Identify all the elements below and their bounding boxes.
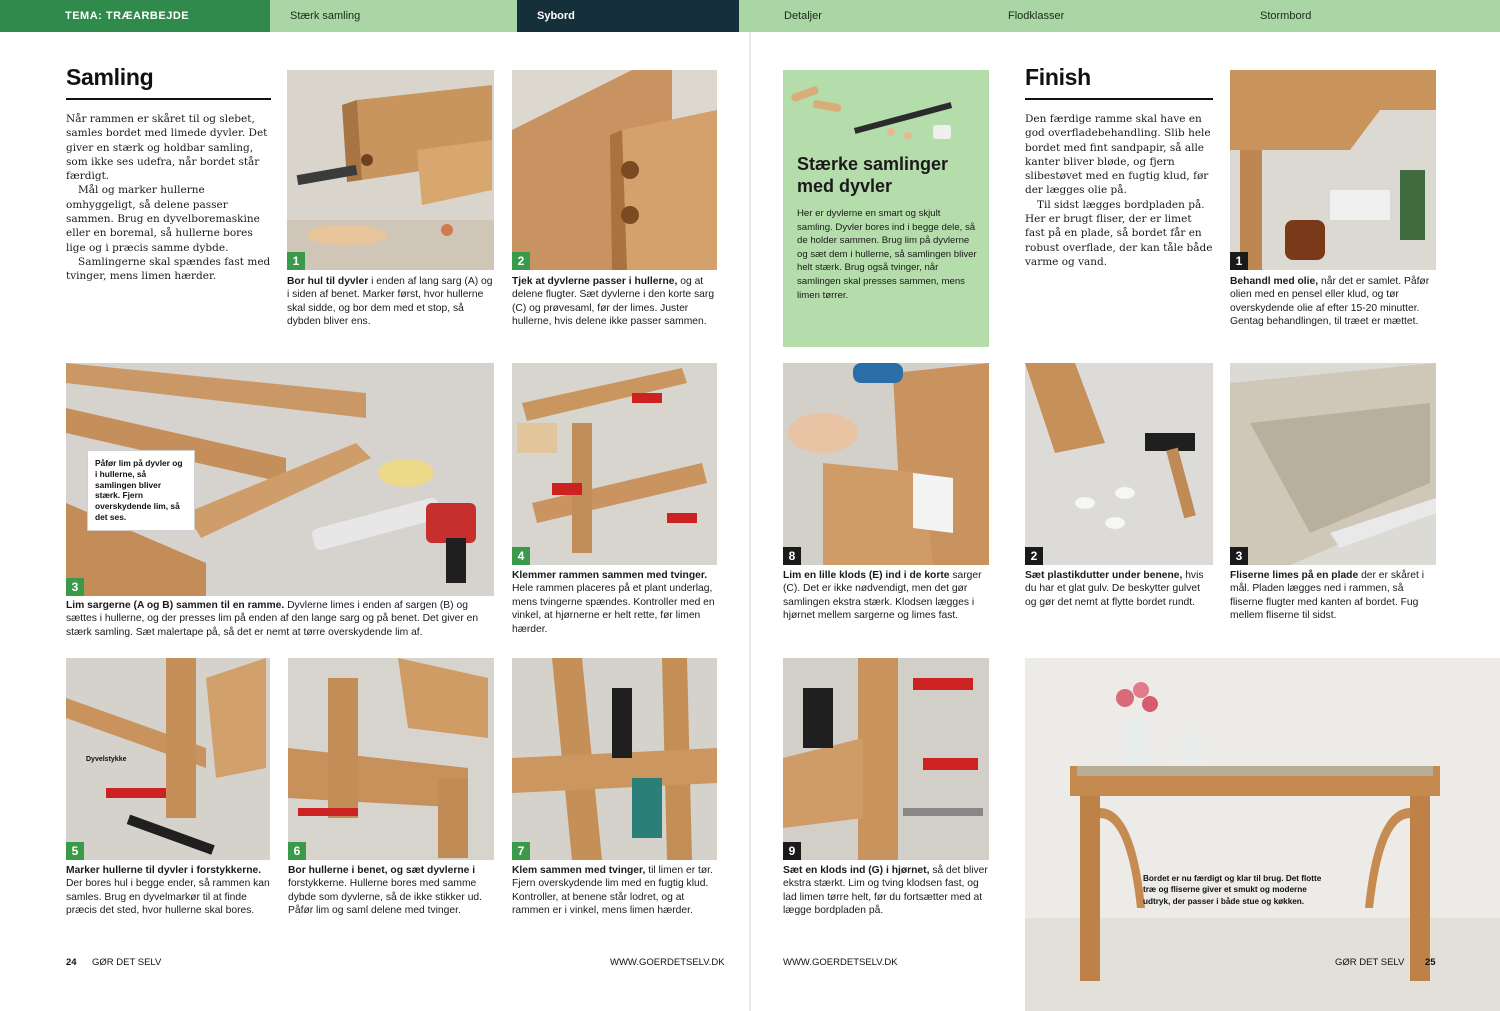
step-photo-2 (512, 70, 717, 270)
step-caption-6 (288, 864, 494, 939)
finish-badge-1: 1 (1230, 252, 1248, 270)
intro-paragraph: Når rammen er skåret til og slebet, samles bordet med limede dyvler. Det giver en stærk og holdbar samling, som ikke ses udefra, når bordet står færdigt. (66, 113, 268, 183)
step-caption-1 (287, 275, 494, 337)
step-caption-body: når det er samlet. Påfør olien med en pensel eller klud, og tør overskydende olie af efter 15-20 minutter. Gentag behandlingen, til træet er mættet. (1230, 276, 1430, 328)
step-caption-lead: Klemmer rammen sammen med tvinger. (512, 570, 708, 581)
step-caption-lead: Bor hul til dyvler (287, 276, 369, 287)
step-caption-body: forstykkerne. Hullerne bores med samme dybde som dyvlerne, så de ikke stikker ud. Påfør lim og saml delene med tvinger. (288, 878, 483, 917)
step-badge-1: 1 (287, 252, 305, 270)
step-caption-lead: Tjek at dyvlerne passer i hullerne, (512, 276, 678, 287)
top-navigation-bar (0, 0, 1500, 32)
step-photo-1 (287, 70, 494, 270)
finish-paragraph: Den færdige ramme skal have en god overfladebehandling. Slib hele bordet med fint sandpapir, så alle kanter bliver bløde, og fjern slibestøvet med en fugtig klud, før der lægges olie på. (1025, 113, 1211, 197)
step-badge-6: 6 (288, 842, 306, 860)
step-caption-7 (512, 864, 717, 939)
step-caption-body: sarger (C). Det er ikke nødvendigt, men det gør samlingen ekstra stærk. Klodsen lægges i hjørnet mellem sargerne og limes fast. (783, 570, 982, 622)
intro-text (66, 112, 271, 284)
step-caption-body: Der bores hul i begge ender, så rammen kan samles. Brug en dyvelmarkør til at finde præcis det sted, hvor hullerne skal bores. (66, 878, 270, 917)
step-caption-lead: Lim sargerne (A og B) sammen til en ramme. (66, 600, 285, 611)
step-badge-7: 7 (512, 842, 530, 860)
step-badge-4: 4 (512, 547, 530, 565)
step-photo-4 (512, 363, 717, 565)
step-caption-lead: Sæt en klods ind (G) i hjørnet, (783, 865, 930, 876)
finish-paragraph: Til sidst lægges bordpladen på. Her er brugt fliser, der er limet fast på en plade, så bordet får en robust overflade, der kan tåle både varme og vand. (1025, 198, 1213, 268)
finish-caption-3 (1230, 569, 1436, 647)
footer-page-number-left: 24 (66, 957, 77, 968)
step-caption-lead: Sæt plastikdutter under benene, (1025, 570, 1183, 581)
nav-tab-1[interactable]: Sybord (517, 0, 739, 32)
finish-photo-3 (1230, 363, 1436, 565)
finish-photo-1 (1230, 70, 1436, 270)
intro-paragraph: Samlingerne skal spændes fast med tvinger, mens limen hærder. (66, 255, 271, 283)
finish-intro-text (1025, 112, 1213, 269)
step-caption-body: hvis du har et glat gulv. De beskytter gulvet og gør det nemt at flytte bordet rundt. (1025, 570, 1204, 608)
step-photo-7 (512, 658, 717, 860)
photo-pointer-label: Dyvelstykke (86, 756, 127, 763)
step-caption-9 (783, 864, 989, 939)
section-brand-tab[interactable]: TEMA: TRÆARBEJDE (0, 0, 270, 32)
intro-paragraph: Mål og marker hullerne omhyggeligt, så delene passer sammen. Brug en dyvelboremaskine eller en boremal, så hullerne bores lige og i præcis samme dybde. (66, 184, 260, 254)
step-caption-body: Hele rammen placeres på et plant underlag, mens tvingerne spændes. Kontroller med en vinkel, at hjørnerne er helt rette, før limen hærder. (512, 583, 715, 635)
footer-url-left[interactable]: WWW.GOERDETSELV.DK (610, 957, 725, 968)
step-caption-2 (512, 275, 717, 350)
finished-table-caption: Bordet er nu færdigt og klar til brug. Det flotte træ og fliserne giver et smukt og moderne udtryk, der passer i både stue og køkken. (1143, 874, 1322, 906)
footer-magazine-right: GØR DET SELV (1335, 957, 1405, 968)
step-caption-5 (66, 864, 270, 939)
footer-page-number-right: 25 (1425, 957, 1436, 968)
step-caption-lead: Lim en lille klods (E) ind i de korte (783, 570, 950, 581)
step-photo-5 (66, 658, 270, 860)
finish-photo-2 (1025, 363, 1213, 565)
nav-tab-4[interactable]: Stormbord (1260, 10, 1312, 22)
step-caption-3 (66, 599, 494, 649)
footer-url-right[interactable]: WWW.GOERDETSELV.DK (783, 957, 898, 968)
heading-rule (1025, 98, 1213, 100)
section-heading-samling: Samling (66, 64, 154, 90)
dowel-box-heading: Stærke samlinger med dyvler (797, 154, 949, 196)
step-caption-lead: Fliserne limes på en plade (1230, 570, 1359, 581)
step-badge-5: 5 (66, 842, 84, 860)
heading-rule (66, 98, 271, 100)
dowel-box-text: Her er dyvlerne en smart og skjult samling. Dyvler bores ind i begge dele, så de holder sammen. Brug lim på dyvlerne og sæt dem i hullerne, så samlingen bliver helt stærk. Brug også tvinger, når samlingen skal presses sammen, mens limen tørrer. (797, 208, 977, 301)
dowel-info-box (783, 70, 989, 347)
nav-tab-0[interactable]: Stærk samling (290, 10, 361, 22)
step-badge-3: 3 (66, 578, 84, 596)
step-caption-4 (512, 569, 717, 647)
step-caption-body: til limen er tør. Fjern overskydende lim med en fugtig klud. Kontroller, at benene står lodret, og at rammen er i vinkel, mens limen hærder. (512, 865, 713, 917)
step-badge-2: 2 (512, 252, 530, 270)
section-heading-finish: Finish (1025, 64, 1091, 90)
dowels-illustration (783, 70, 989, 150)
step-photo-6 (288, 658, 494, 860)
step-caption-body: Dyvlerne limes i enden af sargen (B) og sættes i hullerne, og der presses lim på enden af den lange sarg og på benet. Det giver en stærk samling. Sæt malertape på, så det er nemt at tørre overskydende lim af. (66, 600, 479, 638)
step-caption-body: i enden af lang sarg (A) og i siden af benet. Marker først, hvor hullerne skal sidde, og bor dem med et stop, så dybden bliver ens. (287, 276, 493, 328)
finish-badge-2: 2 (1025, 547, 1043, 565)
step-caption-body: så det bliver ekstra stærkt. Lim og tving klodsen fast, og lad limen tørre helt, før du fortsætter med at lægge bordpladen på. (783, 865, 988, 917)
finish-caption-1 (1230, 275, 1436, 350)
step-badge-8: 8 (783, 547, 801, 565)
step-photo-8 (783, 363, 989, 565)
nav-tab-3[interactable]: Flodklasser (1008, 10, 1065, 22)
step-badge-9: 9 (783, 842, 801, 860)
step-caption-lead: Bor hullerne i benet, og sæt dyvlerne i (288, 865, 476, 876)
step-caption-lead: Klem sammen med tvinger, (512, 865, 646, 876)
step-caption-8 (783, 569, 989, 647)
page-spine (749, 32, 751, 1011)
step-caption-body: der er skåret i mål. Pladen lægges ned i rammen, så fliserne flugter med kanten af bordet. Fug mellem fliserne til sidst. (1230, 570, 1425, 622)
step-photo-9 (783, 658, 989, 860)
finish-caption-2 (1025, 569, 1213, 633)
step-caption-lead: Behandl med olie, (1230, 276, 1319, 287)
step-caption-body: og at delene flugter. Sæt dyvlerne i den korte sarg (C) og prøvesaml, før der limes. Juster hullerne, hvis delene ikke passer sammen. (512, 276, 715, 328)
footer-magazine-left: GØR DET SELV (92, 957, 162, 968)
finish-badge-3: 3 (1230, 547, 1248, 565)
step-caption-lead: Marker hullerne til dyvler i forstykkerne. (66, 865, 262, 876)
glue-callout-box: Påfør lim på dyvler og i hullerne, så samlingen bliver stærk. Fjern overskydende lim, så det ses. (87, 450, 195, 531)
nav-tab-2[interactable]: Detaljer (784, 10, 822, 22)
